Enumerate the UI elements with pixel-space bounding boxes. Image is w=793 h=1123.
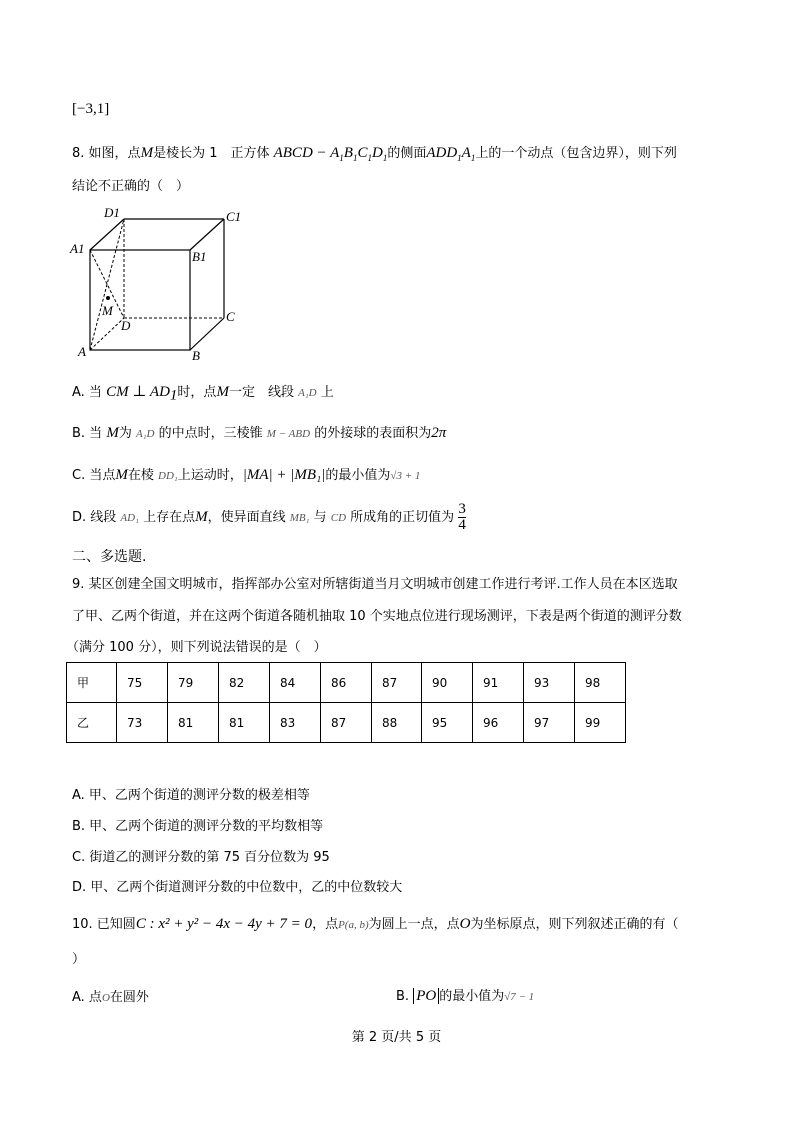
- interval-answer: [−3,1]: [72, 101, 110, 117]
- q9-option-b: B. 甲、乙两个街道的测评分数的平均数相等: [72, 819, 324, 834]
- q8-text-c: 的侧面: [387, 146, 427, 161]
- table-cell: 98: [575, 663, 626, 703]
- label-c1: C1: [226, 209, 242, 224]
- page-footer: 第 2 页/共 5 页: [351, 1030, 442, 1045]
- label-a1: A1: [70, 241, 85, 256]
- q10-option-b: B. PO 的最小值为√7 − 1: [396, 988, 535, 1004]
- label-d: D: [121, 318, 131, 333]
- circle-equation: C : x² + y² − 4x − 4y + 7 = 0: [135, 916, 313, 932]
- cube-figure: [66, 203, 256, 365]
- q8-option-d: D. 线段 AD₁ 上存在点M，使异面直线 MB₁ 与 CD 所成角的正切值为 $\frac{3}{4}$: [72, 501, 466, 533]
- q8-stem-line2: 结论不正确的（ ）: [72, 179, 190, 194]
- label-a: A: [78, 344, 86, 359]
- label-d1: D1: [104, 205, 120, 220]
- table-cell: 79: [168, 663, 219, 703]
- table-cell: 99: [575, 703, 626, 743]
- q8-number: 8.: [72, 146, 85, 161]
- q10-stem-line1: 10. 已知圆C : x² + y² − 4x − 4y + 7 = 0，点P(a, b)为圆上一点，点O为坐标原点，则下列叙述正确的有（: [72, 916, 679, 932]
- q8-option-c: C. 当点M在棱 DD₁上运动时，|MA| + |MB₁|的最小值为√3 + 1: [72, 467, 421, 483]
- table-cell: 甲: [67, 663, 117, 703]
- table-cell: 86: [321, 663, 372, 703]
- q9-option-a: A. 甲、乙两个街道的测评分数的极差相等: [72, 788, 310, 803]
- q8-stem-line1: [72, 145, 677, 166]
- table-cell: 95: [422, 703, 473, 743]
- table-cell: 87: [321, 703, 372, 743]
- q9-line3: （满分 100 分），则下列说法错误的是（ ）: [66, 640, 327, 655]
- label-c: C: [226, 309, 235, 324]
- q9-line2: 了甲、乙两个街道，并在这两个街道各随机抽取 10 个实地点位进行现场测评，下表是两个街道的测评分数: [72, 609, 682, 624]
- q8-text-d: 上的一个动点（包含边界），则下列: [475, 146, 677, 161]
- point-m-dot: [106, 296, 110, 300]
- q8-point-m: M: [140, 145, 154, 161]
- q9-option-d: D. 甲、乙两个街道测评分数的中位数中，乙的中位数较大: [72, 880, 403, 895]
- q8-text-a: 如图，点: [88, 146, 141, 161]
- label-m: M: [102, 303, 113, 318]
- score-table: [66, 662, 626, 743]
- cube-front-face: [90, 250, 190, 350]
- q8-option-a: A. 当 CM ⊥ $AD_1$时，点M一定 线段 A₁D 上: [72, 384, 334, 404]
- q10-stem-line2: ）: [72, 952, 86, 967]
- table-cell: 83: [270, 703, 321, 743]
- table-cell: 81: [168, 703, 219, 743]
- label-b1: B1: [192, 249, 207, 264]
- table-row: [67, 663, 626, 703]
- table-cell: 82: [219, 663, 270, 703]
- table-cell: 乙: [67, 703, 117, 743]
- table-row: [67, 703, 626, 743]
- table-cell: 84: [270, 663, 321, 703]
- q10-option-a: A. 点O在圆外: [72, 990, 149, 1005]
- edge-ad-hidden: [90, 318, 124, 350]
- fraction-3-4: $\frac{3}{4}$: [458, 501, 466, 533]
- table-cell: 75: [117, 663, 168, 703]
- table-cell: 96: [473, 703, 524, 743]
- q8-face-name: $ADD_1A_1$: [426, 145, 476, 163]
- table-cell: 88: [372, 703, 422, 743]
- diag-ad1-hidden: [90, 219, 124, 350]
- q8-cube-name: ABCD − $A_1B_1C_1D_1$: [273, 145, 388, 163]
- table-cell: 81: [219, 703, 270, 743]
- table-cell: 90: [422, 663, 473, 703]
- q9-line1: 9. 某区创建全国文明城市，指挥部办公室对所辖街道当月文明城市创建工作进行考评.工作人员在本区选取: [72, 577, 678, 592]
- table-cell: 87: [372, 663, 422, 703]
- q8-option-b: B. 当 M为 A₁D 的中点时，三棱锥 M − ABD 的外接球的表面积为2π: [72, 425, 447, 441]
- edge-bc: [190, 318, 224, 350]
- q9-option-c: C. 街道乙的测评分数的第 75 百分位数为 95: [72, 850, 330, 865]
- edge-a1d1: [90, 219, 124, 250]
- table-cell: 93: [524, 663, 575, 703]
- table-cell: 97: [524, 703, 575, 743]
- table-cell: 73: [117, 703, 168, 743]
- section-heading: 二、多选题.: [72, 549, 147, 565]
- label-b: B: [192, 348, 200, 363]
- table-cell: 91: [473, 663, 524, 703]
- edge-b1c1: [190, 219, 224, 250]
- q8-text-b: 是棱长为 1 正方体: [153, 146, 270, 161]
